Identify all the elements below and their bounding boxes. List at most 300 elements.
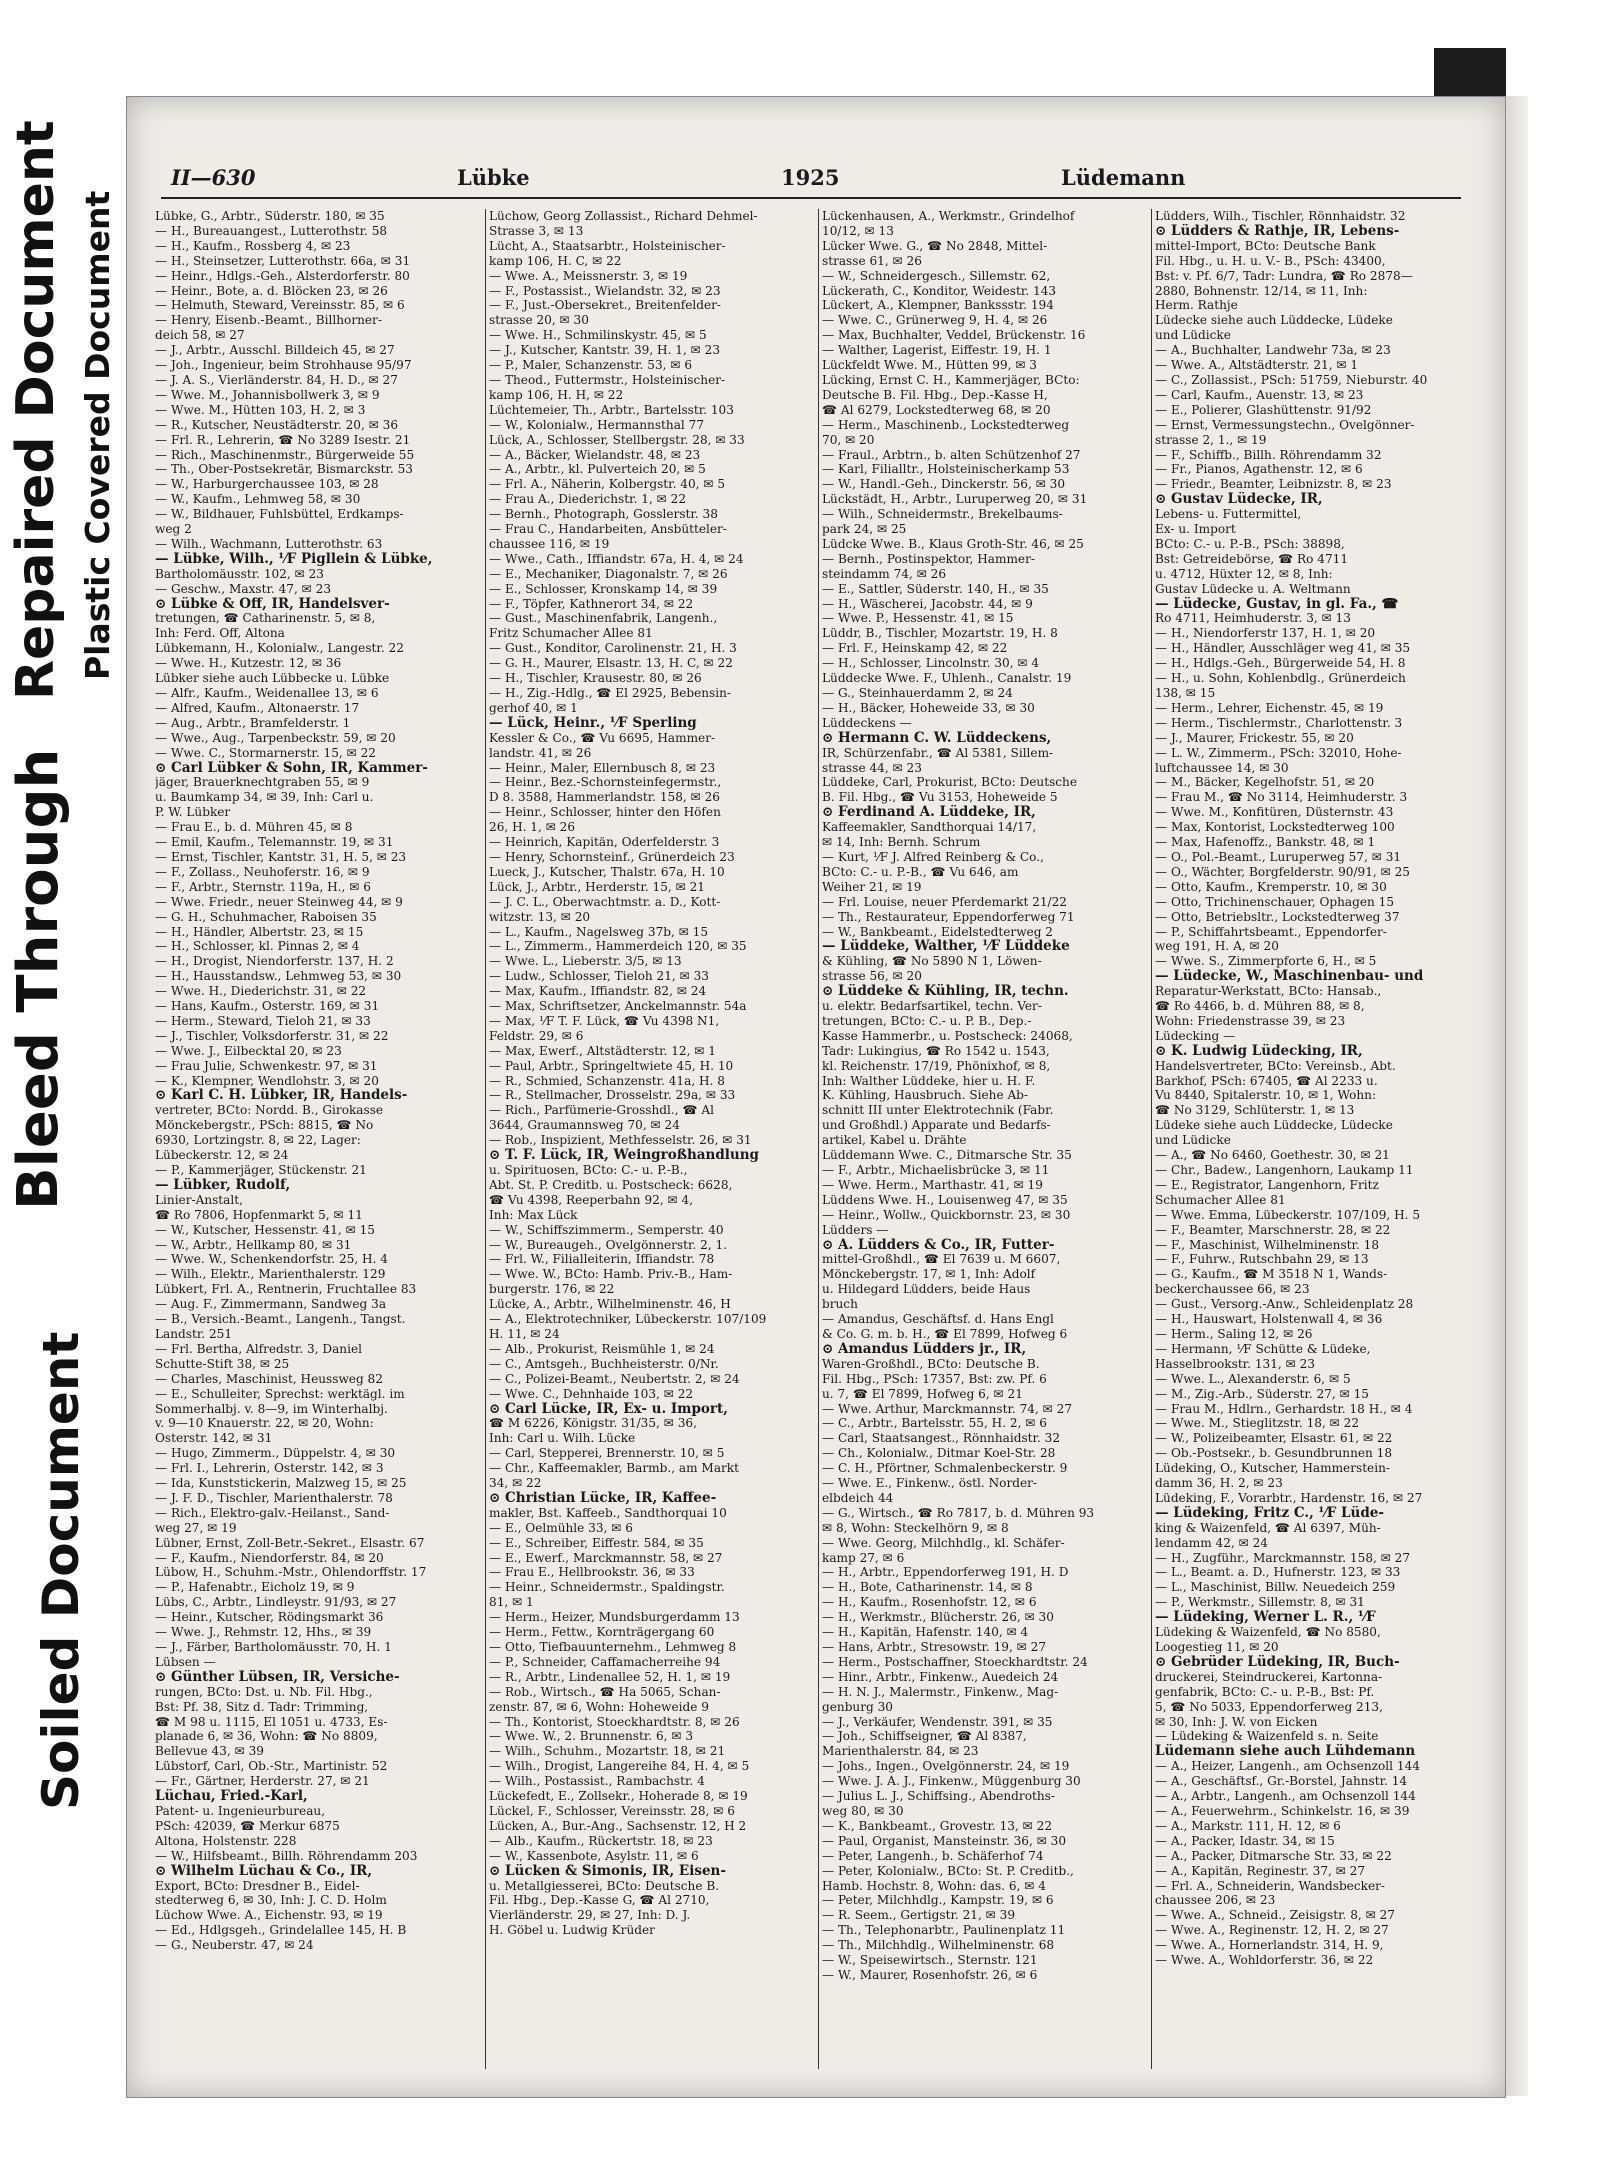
directory-entry: Fritz Schumacher Allee 81 xyxy=(489,626,653,641)
directory-entry: jäger, Brauerknechtgraben 55, ✉ 9 xyxy=(155,775,370,790)
directory-entry: ⊙ T. F. Lück, IR, Weingroßhandlung xyxy=(489,1148,759,1163)
directory-entry: — Wwe. A., Meissnerstr. 3, ✉ 19 xyxy=(489,268,688,283)
directory-entry: und Lüdicke xyxy=(1155,328,1231,343)
directory-entry: — Julius L. J., Schiffsing., Abendroths- xyxy=(822,1789,1055,1804)
column-rule xyxy=(1151,209,1152,2069)
directory-entry: Lüdecking — xyxy=(1155,1028,1236,1043)
directory-entry: mittel-Import, BCto: Deutsche Bank xyxy=(1155,238,1376,253)
directory-entry: — P., Schiffahrtsbeamt., Eppendorfer- xyxy=(1155,924,1387,939)
directory-entry: H. 11, ✉ 24 xyxy=(489,1326,560,1341)
directory-entry: Lüchtemeier, Th., Arbtr., Bartelsstr. 103 xyxy=(489,402,734,417)
directory-entry: — Joh., Ingenieur, beim Strohhause 95/97 xyxy=(155,358,412,373)
directory-entry: makler, Bst. Kaffeeb., Sandthorquai 10 xyxy=(489,1505,727,1520)
directory-entry: — F., Just.-Obersekret., Breitenfelder- xyxy=(489,298,721,313)
directory-entry: — Ludw., Schlosser, Tieloh 21, ✉ 33 xyxy=(489,969,709,984)
directory-entry: Osterstr. 142, ✉ 31 xyxy=(155,1431,273,1446)
directory-entry: — Otto, Betriebsltr., Lockstedterweg 37 xyxy=(1155,909,1400,924)
directory-entry: — W., Kutscher, Hessenstr. 41, ✉ 15 xyxy=(155,1222,375,1237)
directory-entry: — Herm., Saling 12, ✉ 26 xyxy=(1155,1326,1313,1341)
directory-entry: Lück, A., Schlosser, Stellbergstr. 28, ✉ 33 xyxy=(489,432,745,447)
directory-entry: — Wwe. J., Eilbecktal 20, ✉ 23 xyxy=(155,1043,342,1058)
directory-entry: Lübeckerstr. 12, ✉ 24 xyxy=(155,1148,289,1163)
directory-entry: — F., Schiffb., Billh. Röhrendamm 32 xyxy=(1155,447,1382,462)
directory-entry: — A., Kapitän, Reginestr. 37, ✉ 27 xyxy=(1155,1863,1366,1878)
directory-entry: stedterweg 6, ✉ 30, Inh: J. C. D. Holm xyxy=(155,1893,387,1908)
directory-entry: — Peter, Kolonialw., BCto: St. P. Creditb., xyxy=(822,1863,1074,1878)
directory-entry: — Wwe. L., Alexanderstr. 6, ✉ 5 xyxy=(1155,1371,1351,1386)
directory-entry: Vu 8440, Spitalerstr. 10, ✉ 1, Wohn: xyxy=(1155,1088,1377,1103)
directory-entry: Fil. Hbg., PSch: 17357, Bst: zw. Pf. 6 xyxy=(822,1371,1047,1386)
directory-entry: — F., Postassist., Wielandstr. 32, ✉ 23 xyxy=(489,283,721,298)
directory-entry: D 8. 3588, Hammerlandstr. 158, ✉ 26 xyxy=(489,790,720,805)
directory-entry: — Lüddeke, Walther, ⅟F Lüddeke xyxy=(822,939,1070,955)
directory-entry: 138, ✉ 15 xyxy=(1155,686,1216,700)
directory-entry: — W., Kaufm., Lehmweg 58, ✉ 30 xyxy=(155,492,361,507)
directory-entry: — Max, Hafenoffz., Bankstr. 48, ✉ 1 xyxy=(1155,835,1376,850)
directory-entry: ⊙ Lüddeke & Kühling, IR, techn. xyxy=(822,984,1069,1000)
directory-entry: Linier-Anstalt, xyxy=(155,1192,243,1207)
directory-entry: — Johs., Ingen., Ovelgönnerstr. 24, ✉ 19 xyxy=(822,1759,1070,1774)
directory-entry: — Wwe. H., Kutzestr. 12, ✉ 36 xyxy=(155,656,342,671)
directory-entry: — H., Hdlgs.-Geh., Bürgerweide 54, H. 8 xyxy=(1155,656,1406,671)
directory-entry: — Hans, Arbtr., Stresowstr. 19, ✉ 27 xyxy=(822,1640,1047,1654)
directory-entry: Inh: Max Lück xyxy=(489,1207,578,1222)
directory-entry: — R., Kutscher, Neustädterstr. 20, ✉ 36 xyxy=(155,417,399,432)
directory-entry: — Frl. W., Filialleiterin, Iffiandstr. 78 xyxy=(489,1252,715,1267)
directory-entry: Lübs, C., Arbtr., Lindleystr. 91/93, ✉ 27 xyxy=(155,1595,397,1610)
directory-entry: — W., Speisewirtsch., Sternstr. 121 xyxy=(822,1953,1038,1968)
directory-entry: Patent- u. Ingenieurbureau, xyxy=(155,1803,326,1818)
directory-entry: Weiher 21, ✉ 19 xyxy=(822,879,922,894)
directory-entry: Lückfeldt Wwe. M., Hütten 99, ✉ 3 xyxy=(822,358,1038,373)
directory-entry: — H., Werkmstr., Blücherstr. 26, ✉ 30 xyxy=(822,1610,1054,1625)
directory-entry: — Alfr., Kaufm., Weidenallee 13, ✉ 6 xyxy=(155,686,379,700)
directory-entry: ⊙ Karl C. H. Lübker, IR, Handels- xyxy=(155,1088,408,1104)
directory-entry: — Heinr., Wollw., Quickbornstr. 23, ✉ 30 xyxy=(822,1207,1071,1222)
directory-entry: — Herm., Lehrer, Eichenstr. 45, ✉ 19 xyxy=(1155,700,1384,715)
directory-entry: K. Kühling, Hausbruch. Siehe Ab- xyxy=(822,1088,1029,1103)
directory-entry: — H., Schlosser, Lincolnstr. 30, ✉ 4 xyxy=(822,656,1040,671)
label-plastic-covered-document: Plastic Covered Document xyxy=(78,190,117,680)
directory-entry: witzstr. 13, ✉ 20 xyxy=(489,909,591,924)
directory-entry: — W., Kolonialw., Hermannsthal 77 xyxy=(489,417,705,432)
directory-entry: — Heinr., Maler, Ellernbusch 8, ✉ 23 xyxy=(489,760,716,775)
header-last-word: Lüdemann xyxy=(1061,165,1186,190)
directory-entry: Strasse 3, ✉ 13 xyxy=(489,223,584,238)
directory-entry: 6930, Lortzingstr. 8, ✉ 22, Lager: xyxy=(155,1133,361,1148)
directory-entry: — P., Hafenabtr., Eicholz 19, ✉ 9 xyxy=(155,1580,355,1595)
directory-entry: — Wilh., Drogist, Langereihe 84, H. 4, ✉ 5 xyxy=(489,1759,750,1774)
directory-entry: Lückert, A., Klempner, Bankssstr. 194 xyxy=(822,298,1054,313)
directory-entry: — P., Werkmstr., Sillemstr. 8, ✉ 31 xyxy=(1155,1595,1365,1610)
directory-entry: — H., Steinsetzer, Lutterothstr. 66a, ✉ 31 xyxy=(155,253,411,268)
directory-entry: genburg 30 xyxy=(822,1699,893,1714)
page-number: II—630 xyxy=(171,165,256,190)
directory-entry: Lüdders — xyxy=(822,1222,889,1237)
directory-entry: — B., Versich.-Beamt., Langenh., Tangst. xyxy=(155,1312,406,1327)
directory-entry: — Frl. A., Näherin, Kolbergstr. 40, ✉ 5 xyxy=(489,477,726,492)
directory-entry: 2880, Bohnenstr. 12/14, ✉ 11, Inh: xyxy=(1155,283,1368,298)
directory-entry: — Henry, Eisenb.-Beamt., Billhorner- xyxy=(155,313,382,328)
directory-entry: Deutsche B. Fil. Hbg., Dep.-Kasse H, xyxy=(822,387,1048,402)
directory-entry: — J., Verkäufer, Wendenstr. 391, ✉ 35 xyxy=(822,1714,1053,1729)
directory-entry: Schutte-Stift 38, ✉ 25 xyxy=(155,1356,290,1371)
directory-entry: — H. N. J., Malermstr., Finkenw., Mag- xyxy=(822,1684,1059,1699)
directory-entry: — W., Maurer, Rosenhofstr. 26, ✉ 6 xyxy=(822,1967,1038,1982)
directory-entry: — Lüdecke, W., Maschinenbau- und xyxy=(1155,969,1424,985)
directory-entry: — Wwe. A., Wohldorferstr. 36, ✉ 22 xyxy=(1155,1953,1374,1968)
directory-entry: Lübker siehe auch Lübbecke u. Lübke xyxy=(155,671,390,686)
directory-entry: — Wilh., Schneidermstr., Brekelbaums- xyxy=(822,507,1063,522)
column-1 xyxy=(155,209,478,2069)
directory-entry: ☎ Al 6279, Lockstedterweg 68, ✉ 20 xyxy=(822,402,1051,417)
directory-entry: — Frl. I., Lehrerin, Osterstr. 142, ✉ 3 xyxy=(155,1461,384,1476)
directory-entry: — H., Schlosser, kl. Pinnas 2, ✉ 4 xyxy=(155,939,360,954)
directory-entry: — Wwe. A., Altstädterstr. 21, ✉ 1 xyxy=(1155,358,1359,373)
directory-entry: ⊙ Christian Lücke, IR, Kaffee- xyxy=(489,1490,717,1506)
label-repaired-document: Repaired Document xyxy=(6,120,66,700)
directory-entry: Kasse Hammerbr., u. Postscheck: 24068, xyxy=(822,1028,1073,1043)
directory-entry: ⊙ Lübke & Off, IR, Handelsver- xyxy=(155,596,390,612)
directory-entry: und Lüdicke xyxy=(1155,1133,1231,1148)
directory-entry: — Wwe. P., Hessenstr. 41, ✉ 15 xyxy=(822,611,1014,626)
directory-entry: schnitt III unter Elektrotechnik (Fabr. xyxy=(822,1103,1054,1118)
directory-entry: — H., Niendorferstr 137, H. 1, ✉ 20 xyxy=(1155,626,1376,641)
directory-entry: — P., Maler, Schanzenstr. 53, ✉ 6 xyxy=(489,358,693,373)
directory-entry: — K., Bankbeamt., Grovestr. 13, ✉ 22 xyxy=(822,1818,1053,1833)
label-bleed-through: Bleed Through xyxy=(6,748,71,1210)
directory-entry: Lüddemann Wwe. C., Ditmarsche Str. 35 xyxy=(822,1148,1072,1163)
directory-entry: — H., Händler, Albertstr. 23, ✉ 15 xyxy=(155,924,364,939)
directory-entry: — Lüdeking & Waizenfeld s. n. Seite xyxy=(1155,1729,1379,1744)
directory-entry: — E., Polierer, Glashüttenstr. 91/92 xyxy=(1155,402,1372,417)
directory-entry: — W., Polizeibeamter, Elsastr. 61, ✉ 22 xyxy=(1155,1431,1393,1446)
directory-entry: — Frl. A., Schneiderin, Wandsbecker- xyxy=(1155,1878,1385,1893)
directory-entry: bruch xyxy=(822,1297,858,1312)
directory-entry: Bellevue 43, ✉ 39 xyxy=(155,1744,265,1759)
directory-entry: — Wwe. M., Konfitüren, Düsternstr. 43 xyxy=(1155,805,1394,820)
directory-entry: Lüddeckens — xyxy=(822,715,912,730)
columns xyxy=(155,209,1481,2069)
directory-page xyxy=(126,96,1506,2098)
directory-entry: u. Spirituosen, BCto: C.- u. P.-B., xyxy=(489,1163,688,1177)
directory-entry: — Wwe. L., Lieberstr. 3/5, ✉ 13 xyxy=(489,954,682,969)
directory-entry: Altona, Holstenstr. 228 xyxy=(155,1833,297,1848)
directory-entry: Lückenhausen, A., Werkmstr., Grindelhof xyxy=(822,209,1075,223)
directory-entry: — Walther, Lagerist, Eiffestr. 19, H. 1 xyxy=(822,343,1052,358)
directory-entry: v. 9—10 Knauerstr. 22, ✉ 20, Wohn: xyxy=(155,1416,374,1431)
directory-entry: — A., Feuerwehrm., Schinkelstr. 16, ✉ 39 xyxy=(1155,1803,1410,1818)
directory-entry: — Max, Kontorist, Lockstedterweg 100 xyxy=(1155,820,1395,835)
directory-entry: — F., Zollass., Neuhoferstr. 16, ✉ 9 xyxy=(155,864,370,879)
directory-entry: Lücke, A., Arbtr., Wilhelminenstr. 46, H xyxy=(489,1297,731,1312)
directory-entry: — C., Polizei-Beamt., Neubertstr. 2, ✉ 24 xyxy=(489,1371,740,1386)
directory-entry: ☎ M 98 u. 1115, El 1051 u. 4733, Es- xyxy=(155,1714,388,1729)
directory-entry: — Aug. F., Zimmermann, Sandweg 3a xyxy=(155,1297,387,1312)
directory-entry: 5, ☎ No 5033, Eppendorferweg 213, xyxy=(1155,1699,1383,1714)
directory-entry: — A., Packer, Ditmarsche Str. 33, ✉ 22 xyxy=(1155,1848,1392,1863)
directory-entry: — A., Arbtr., kl. Pulverteich 20, ✉ 5 xyxy=(489,462,706,477)
directory-entry: 3644, Graumannsweg 70, ✉ 24 xyxy=(489,1118,680,1133)
directory-entry: — Wwe. M., Johannisbollwerk 3, ✉ 9 xyxy=(155,387,380,402)
directory-entry: — Wwe. M., Stieglitzstr. 18, ✉ 22 xyxy=(1155,1416,1360,1431)
directory-entry: — Wwe. W., 2. Brunnenstr. 6, ✉ 3 xyxy=(489,1729,694,1744)
directory-entry: ⊙ Carl Lübker & Sohn, IR, Kammer- xyxy=(155,760,428,776)
directory-entry: Lebens- u. Futtermittel, xyxy=(1155,507,1302,522)
directory-entry: Landstr. 251 xyxy=(155,1326,233,1341)
directory-entry: 81, ✉ 1 xyxy=(489,1595,534,1610)
directory-entry: ⊙ Ferdinand A. Lüddeke, IR, xyxy=(822,805,1036,821)
directory-entry: H. Göbel u. Ludwig Krüder xyxy=(489,1923,655,1938)
directory-entry: — C., Zollassist., PSch: 51759, Nieburstr. 40 xyxy=(1155,372,1428,387)
directory-entry: — C., Amtsgeh., Buchheisterstr. 0/Nr. xyxy=(489,1356,719,1371)
directory-entry: — Heinr., Schneidermstr., Spaldingstr. xyxy=(489,1580,725,1595)
directory-entry: ☎ M 6226, Königstr. 31/35, ✉ 36, xyxy=(489,1416,697,1431)
directory-entry: — Lüdeking, Werner L. R., ⅟F xyxy=(1155,1610,1376,1626)
directory-entry: — Peter, Milchhdlg., Kampstr. 19, ✉ 6 xyxy=(822,1893,1054,1908)
directory-entry: Lücking, Ernst C. H., Kammerjäger, BCto: xyxy=(822,372,1080,387)
directory-entry: — Ida, Kunststickerin, Malzweg 15, ✉ 25 xyxy=(155,1476,407,1491)
directory-entry: — Lübke, Wilh., ⅟F Pigllein & Lübke, xyxy=(155,551,433,567)
directory-entry: Mönckebergstr., PSch: 8815, ☎ No xyxy=(155,1118,374,1133)
directory-entry: — Frl. R., Lehrerin, ☎ No 3289 Isestr. 21 xyxy=(155,432,411,447)
directory-entry: — Frau A., Diederichstr. 1, ✉ 22 xyxy=(489,492,687,507)
directory-entry: — O., Pol.-Beamt., Luruperweg 57, ✉ 31 xyxy=(1155,849,1402,864)
directory-entry: — Alb., Kaufm., Rückertstr. 18, ✉ 23 xyxy=(489,1833,713,1848)
directory-entry: — G., Wirtsch., ☎ Ro 7817, b. d. Mühren 93 xyxy=(822,1505,1095,1520)
directory-entry: Lücht, A., Staatsarbtr., Holsteinischer- xyxy=(489,238,726,253)
directory-entry: weg 27, ✉ 19 xyxy=(155,1520,237,1535)
directory-entry: Lüdeke siehe auch Lüddecke, Lüdecke xyxy=(1155,1118,1393,1133)
directory-entry: u. Metallgiesserei, BCto: Deutsche B. xyxy=(489,1878,720,1893)
column-rule xyxy=(485,209,486,2069)
directory-entry: — W., Bildhauer, Fuhlsbüttel, Erdkamps- xyxy=(155,507,404,522)
directory-entry: — Rich., Elektro-galv.-Heilanst., Sand- xyxy=(155,1505,390,1520)
directory-entry: tretungen, ☎ Catharinenstr. 5, ✉ 8, xyxy=(155,611,376,626)
directory-entry: ⊙ K. Ludwig Lüdecking, IR, xyxy=(1155,1043,1363,1059)
directory-entry: Lüdeking, F., Vorarbtr., Hardenstr. 16, ✉ 27 xyxy=(1155,1490,1423,1505)
directory-entry: — L., Beamt. a. D., Hufnerstr. 123, ✉ 33 xyxy=(1155,1565,1401,1580)
directory-entry: ⊙ Lücken & Simonis, IR, Eisen- xyxy=(489,1863,726,1879)
directory-entry: — J., Tischler, Volksdorferstr. 31, ✉ 22 xyxy=(155,1028,389,1043)
directory-entry: — H., Tischler, Krausestr. 80, ✉ 26 xyxy=(489,671,702,686)
directory-entry: Lueck, J., Kutscher, Thalstr. 67a, H. 10 xyxy=(489,864,725,879)
directory-entry: — J., Kutscher, Kantstr. 39, H. 1, ✉ 23 xyxy=(489,343,721,358)
directory-entry: Lübow, H., Schuhm.-Mstr., Ohlendorffstr. 17 xyxy=(155,1565,427,1580)
directory-entry: rungen, BCto: Dst. u. Nb. Fil. Hbg., xyxy=(155,1684,373,1699)
directory-entry: — Frl. Bertha, Alfredstr. 3, Daniel xyxy=(155,1341,362,1356)
directory-entry: — Herm., Heizer, Mundsburgerdamm 13 xyxy=(489,1610,740,1625)
directory-entry: — L., Zimmerm., Hammerdeich 120, ✉ 35 xyxy=(489,939,747,954)
directory-entry: weg 2 xyxy=(155,522,192,537)
directory-entry: zenstr. 87, ✉ 6, Wohn: Hoheweide 9 xyxy=(489,1699,709,1714)
directory-entry: Sommerhalbj. v. 8—9, im Winterhalbj. xyxy=(155,1401,388,1416)
directory-entry: Hasselbrookstr. 131, ✉ 23 xyxy=(1155,1356,1315,1371)
directory-entry: — Wwe. Herm., Marthastr. 41, ✉ 19 xyxy=(822,1177,1043,1192)
directory-entry: — Bernh., Postinspektor, Hammer- xyxy=(822,551,1035,566)
directory-entry: strasse 56, ✉ 20 xyxy=(822,969,922,984)
directory-entry: Handelsvertreter, BCto: Vereinsb., Abt. xyxy=(1155,1058,1396,1073)
directory-entry: — H., Händler, Ausschläger weg 41, ✉ 35 xyxy=(1155,641,1411,656)
directory-entry: Fil. Hbg., u. H. u. V.- B., PSch: 43400, xyxy=(1155,253,1386,268)
directory-entry: — O., Wächter, Borgfelderstr. 90/91, ✉ 25 xyxy=(1155,864,1410,879)
directory-entry: — Heinr., Bez.-Schornsteinfegermstr., xyxy=(489,775,722,790)
directory-entry: — Wwe. J. A. J., Finkenw., Müggenburg 30 xyxy=(822,1774,1081,1789)
directory-entry: artikel, Kabel u. Drähte xyxy=(822,1133,967,1148)
directory-entry: ⊙ Gebrüder Lüdeking, IR, Buch- xyxy=(1155,1654,1400,1670)
directory-entry: — H., Bote, Catharinenstr. 14, ✉ 8 xyxy=(822,1580,1033,1595)
directory-entry: — Wwe. Arthur, Marckmannstr. 74, ✉ 27 xyxy=(822,1401,1073,1416)
directory-entry: — Wwe. A., Schneid., Zeisigstr. 8, ✉ 27 xyxy=(1155,1908,1395,1923)
directory-entry: — L., Kaufm., Nagelsweg 37b, ✉ 15 xyxy=(489,924,709,939)
directory-entry: — F., Töpfer, Kathnerort 34, ✉ 22 xyxy=(489,596,694,611)
directory-entry: — L., Maschinist, Billw. Neuedeich 259 xyxy=(1155,1580,1396,1595)
directory-entry: Bst: v. Pf. 6/7, Tadr: Lundra, ☎ Ro 2878— xyxy=(1155,268,1413,283)
directory-entry: — K., Klempner, Wendlohstr. 3, ✉ 20 xyxy=(155,1073,379,1088)
directory-entry: — H., Zugführ., Marckmannstr. 158, ✉ 27 xyxy=(1155,1550,1411,1565)
directory-entry: — F., Arbtr., Michaelisbrücke 3, ✉ 11 xyxy=(822,1163,1050,1177)
directory-entry: — Frau M., Hdlrn., Gerhardstr. 18 H., ✉ 4 xyxy=(1155,1401,1413,1416)
directory-entry: Lüdecke siehe auch Lüddecke, Lüdeke xyxy=(1155,313,1393,328)
directory-entry: — Fr., Pianos, Agathenstr. 12, ✉ 6 xyxy=(1155,462,1363,477)
directory-entry: Marienthalerstr. 84, ✉ 23 xyxy=(822,1744,979,1759)
directory-entry: Kaffeemakler, Sandthorquai 14/17, xyxy=(822,820,1037,835)
directory-entry: — H., Kaufm., Rossberg 4, ✉ 23 xyxy=(155,238,351,253)
directory-entry: — H., Wäscherei, Jacobstr. 44, ✉ 9 xyxy=(822,596,1033,611)
directory-entry: B. Fil. Hbg., ☎ Vu 3153, Hoheweide 5 xyxy=(822,790,1058,805)
directory-entry: Lüddr, B., Tischler, Mozartstr. 19, H. 8 xyxy=(822,626,1058,641)
directory-entry: — Herm., Fettw., Kornträgergang 60 xyxy=(489,1625,715,1640)
directory-entry: — Wwe. S., Zimmerpforte 6, H., ✉ 5 xyxy=(1155,954,1377,969)
directory-entry: — Wwe. A., Reginenstr. 12, H. 2, ✉ 27 xyxy=(1155,1923,1389,1938)
directory-entry: — Paul, Arbtr., Springeltwiete 45, H. 10 xyxy=(489,1058,734,1073)
directory-entry: — Max, Schriftsetzer, Anckelmannstr. 54a xyxy=(489,999,747,1014)
directory-entry: — Wwe. C., Grünerweg 9, H. 4, ✉ 26 xyxy=(822,313,1048,328)
directory-entry: — Hans, Kaufm., Osterstr. 169, ✉ 31 xyxy=(155,999,380,1014)
directory-entry: strasse 44, ✉ 23 xyxy=(822,760,922,775)
directory-entry: — E., Registrator, Langenhorn, Fritz xyxy=(1155,1177,1379,1192)
directory-entry: deich 58, ✉ 27 xyxy=(155,328,245,343)
directory-entry: — R., Stellmacher, Drosselstr. 29a, ✉ 33 xyxy=(489,1088,736,1103)
directory-entry: Schumacher Allee 81 xyxy=(1155,1192,1286,1207)
directory-entry: — Wilh., Elektr., Marienthalerstr. 129 xyxy=(155,1267,386,1282)
directory-entry: ☎ Ro 7806, Hopfenmarkt 5, ✉ 11 xyxy=(155,1207,363,1222)
directory-entry: Vierländerstr. 29, ✉ 27, Inh: D. J. xyxy=(489,1908,691,1923)
directory-entry: — Heinr., Hdlgs.-Geh., Alsterdorferstr. 80 xyxy=(155,268,410,283)
directory-entry: Lücken, A., Bur.-Ang., Sachsenstr. 12, H 2 xyxy=(489,1818,747,1833)
directory-entry: — Herm., Steward, Tieloh 21, ✉ 33 xyxy=(155,1013,371,1028)
directory-entry: — Chr., Kaffeemakler, Barmb., am Markt xyxy=(489,1461,739,1476)
directory-entry: Export, BCto: Dresdner B., Eidel- xyxy=(155,1878,360,1893)
directory-entry: Lübner, Ernst, Zoll-Betr.-Sekret., Elsastr. 67 xyxy=(155,1535,425,1550)
directory-entry: Barkhof, PSch: 67405, ☎ Al 2233 u. xyxy=(1155,1073,1378,1088)
directory-entry: — W., Schiffszimmerm., Semperstr. 40 xyxy=(489,1222,724,1237)
directory-entry: — Alb., Prokurist, Reismühle 1, ✉ 24 xyxy=(489,1341,715,1356)
directory-entry: — F., Arbtr., Sternstr. 119a, H., ✉ 6 xyxy=(155,879,371,894)
directory-entry: ⊙ A. Lüdders & Co., IR, Futter- xyxy=(822,1237,1055,1253)
directory-entry: — E., Ewerf., Marckmannstr. 58, ✉ 27 xyxy=(489,1550,723,1565)
directory-entry: — Frau E., b. d. Mühren 45, ✉ 8 xyxy=(155,820,353,835)
directory-entry: P. W. Lübker xyxy=(155,805,231,820)
directory-entry: chaussee 116, ✉ 19 xyxy=(489,536,610,551)
directory-entry: Gustav Lüdecke u. A. Weltmann xyxy=(1155,581,1351,596)
directory-entry: Lückerath, C., Konditor, Weidestr. 143 xyxy=(822,283,1057,298)
directory-entry: Lübstorf, Carl, Ob.-Str., Martinistr. 52 xyxy=(155,1759,388,1774)
directory-entry: Fil. Hbg., Dep.-Kasse G, ☎ Al 2710, xyxy=(489,1893,710,1908)
directory-entry: kamp 106, H. H, ✉ 22 xyxy=(489,387,624,402)
directory-entry: — Karl, Filialltr., Holsteinischerkamp 53 xyxy=(822,462,1070,477)
directory-entry: Ex- u. Import xyxy=(1155,522,1236,537)
directory-entry: Lüddens Wwe. H., Louisenweg 47, ✉ 35 xyxy=(822,1192,1068,1207)
directory-entry: Inh: Carl u. Wilh. Lücke xyxy=(489,1431,636,1446)
directory-entry: vertreter, BCto: Nordd. B., Girokasse xyxy=(155,1103,384,1118)
directory-entry: — J. C. L., Oberwachtmstr. a. D., Kott- xyxy=(489,894,721,909)
side-labels xyxy=(0,120,118,1830)
directory-entry: druckerei, Steindruckerei, Kartonna- xyxy=(1155,1669,1383,1684)
directory-entry: 34, ✉ 22 xyxy=(489,1476,542,1491)
directory-entry: — L. W., Zimmerm., PSch: 32010, Hohe- xyxy=(1155,745,1402,760)
directory-entry: luftchaussee 14, ✉ 30 xyxy=(1155,760,1289,775)
directory-entry: — Lück, Heinr., ⅟F Sperling xyxy=(489,715,697,731)
directory-entry: — Alfred, Kaufm., Altonaerstr. 17 xyxy=(155,700,360,715)
directory-entry: — Rob., Inspizient, Methfesselstr. 26, ✉ 31 xyxy=(489,1133,752,1148)
directory-entry: — A., Elektrotechniker, Lübeckerstr. 107/109 xyxy=(489,1312,767,1327)
directory-entry: — Rich., Maschinenmstr., Bürgerweide 55 xyxy=(155,447,415,462)
directory-entry: — Lübker, Rudolf, xyxy=(155,1177,291,1193)
directory-entry: — A., Buchhalter, Landwehr 73a, ✉ 23 xyxy=(1155,343,1391,358)
directory-entry: — Wwe. M., Hütten 103, H. 2, ✉ 3 xyxy=(155,402,366,417)
directory-entry: Lüchow Wwe. A., Eichenstr. 93, ✉ 19 xyxy=(155,1908,383,1923)
directory-entry: — J., Maurer, Frickestr. 55, ✉ 20 xyxy=(1155,730,1354,745)
directory-entry: — Th., Telephonarbtr., Paulinenplatz 11 xyxy=(822,1923,1066,1938)
directory-entry: Lüdeking, O., Kutscher, Hammerstein- xyxy=(1155,1461,1390,1476)
directory-entry: ⊙ Günther Lübsen, IR, Versiche- xyxy=(155,1669,400,1685)
directory-entry: — Wwe., Cath., Iffiandstr. 67a, H. 4, ✉ 24 xyxy=(489,551,744,566)
directory-entry: — H., Zig.-Hdlg., ☎ El 2925, Bebensin- xyxy=(489,686,731,700)
directory-entry: Reparatur-Werkstatt, BCto: Hansab., xyxy=(1155,984,1382,999)
directory-entry: Bst: Pf. 38, Sitz d. Tadr: Trimming, xyxy=(155,1699,369,1714)
directory-entry: — Lüdeking, Fritz C., ⅟F Lüde- xyxy=(1155,1505,1384,1521)
directory-entry: — M., Bäcker, Kegelhofstr. 51, ✉ 20 xyxy=(1155,775,1375,790)
directory-entry: — A., ☎ No 6460, Goethestr. 30, ✉ 21 xyxy=(1155,1148,1390,1163)
directory-entry: Bartholomäusstr. 102, ✉ 23 xyxy=(155,566,324,581)
directory-entry: beckerchaussee 66, ✉ 23 xyxy=(1155,1282,1310,1297)
directory-entry: & Co. G. m. b. H., ☎ El 7899, Hofweg 6 xyxy=(822,1326,1068,1341)
directory-entry: tretungen, BCto: C.- u. P. B., Dep.- xyxy=(822,1013,1032,1028)
directory-entry: ✉ 30, Inh: J. W. von Eicken xyxy=(1155,1714,1318,1729)
directory-entry: u. Baumkamp 34, ✉ 39, Inh: Carl u. xyxy=(155,790,374,805)
directory-entry: Feldstr. 29, ✉ 6 xyxy=(489,1028,584,1043)
directory-entry: — A., Arbtr., Langenh., am Ochsenzoll 144 xyxy=(1155,1789,1416,1804)
directory-entry: — Wwe. W., BCto: Hamb. Priv.-B., Ham- xyxy=(489,1267,733,1282)
page-edge xyxy=(1504,96,1528,2096)
column-rule xyxy=(818,209,819,2069)
directory-entry: — Ernst, Tischler, Kantstr. 31, H. 5, ✉ 23 xyxy=(155,849,407,864)
directory-entry: — Th., Milchhdlg., Wilhelminenstr. 68 xyxy=(822,1938,1055,1953)
directory-entry: — Chr., Badew., Langenhorn, Laukamp 11 xyxy=(1155,1163,1414,1177)
directory-entry: IR, Schürzenfabr., ☎ Al 5381, Sillem- xyxy=(822,745,1054,760)
directory-entry: — Helmuth, Steward, Vereinsstr. 85, ✉ 6 xyxy=(155,298,405,313)
directory-entry: — Hugo, Zimmerm., Düppelstr. 4, ✉ 30 xyxy=(155,1446,396,1461)
directory-entry: — Heinrich, Kapitän, Oderfelderstr. 3 xyxy=(489,835,720,850)
column-3 xyxy=(822,209,1145,2069)
directory-entry: — Gust., Maschinenfabrik, Langenh., xyxy=(489,611,718,626)
directory-entry: u. elektr. Bedarfsartikel, techn. Ver- xyxy=(822,999,1042,1014)
directory-entry: gerhof 40, ✉ 1 xyxy=(489,700,578,715)
directory-entry: Hamb. Hochstr. 8, Wohn: das. 6, ✉ 4 xyxy=(822,1878,1046,1893)
directory-entry: ⊙ Wilhelm Lüchau & Co., IR, xyxy=(155,1863,373,1879)
directory-entry: ⊙ Carl Lücke, IR, Ex- u. Import, xyxy=(489,1401,728,1417)
